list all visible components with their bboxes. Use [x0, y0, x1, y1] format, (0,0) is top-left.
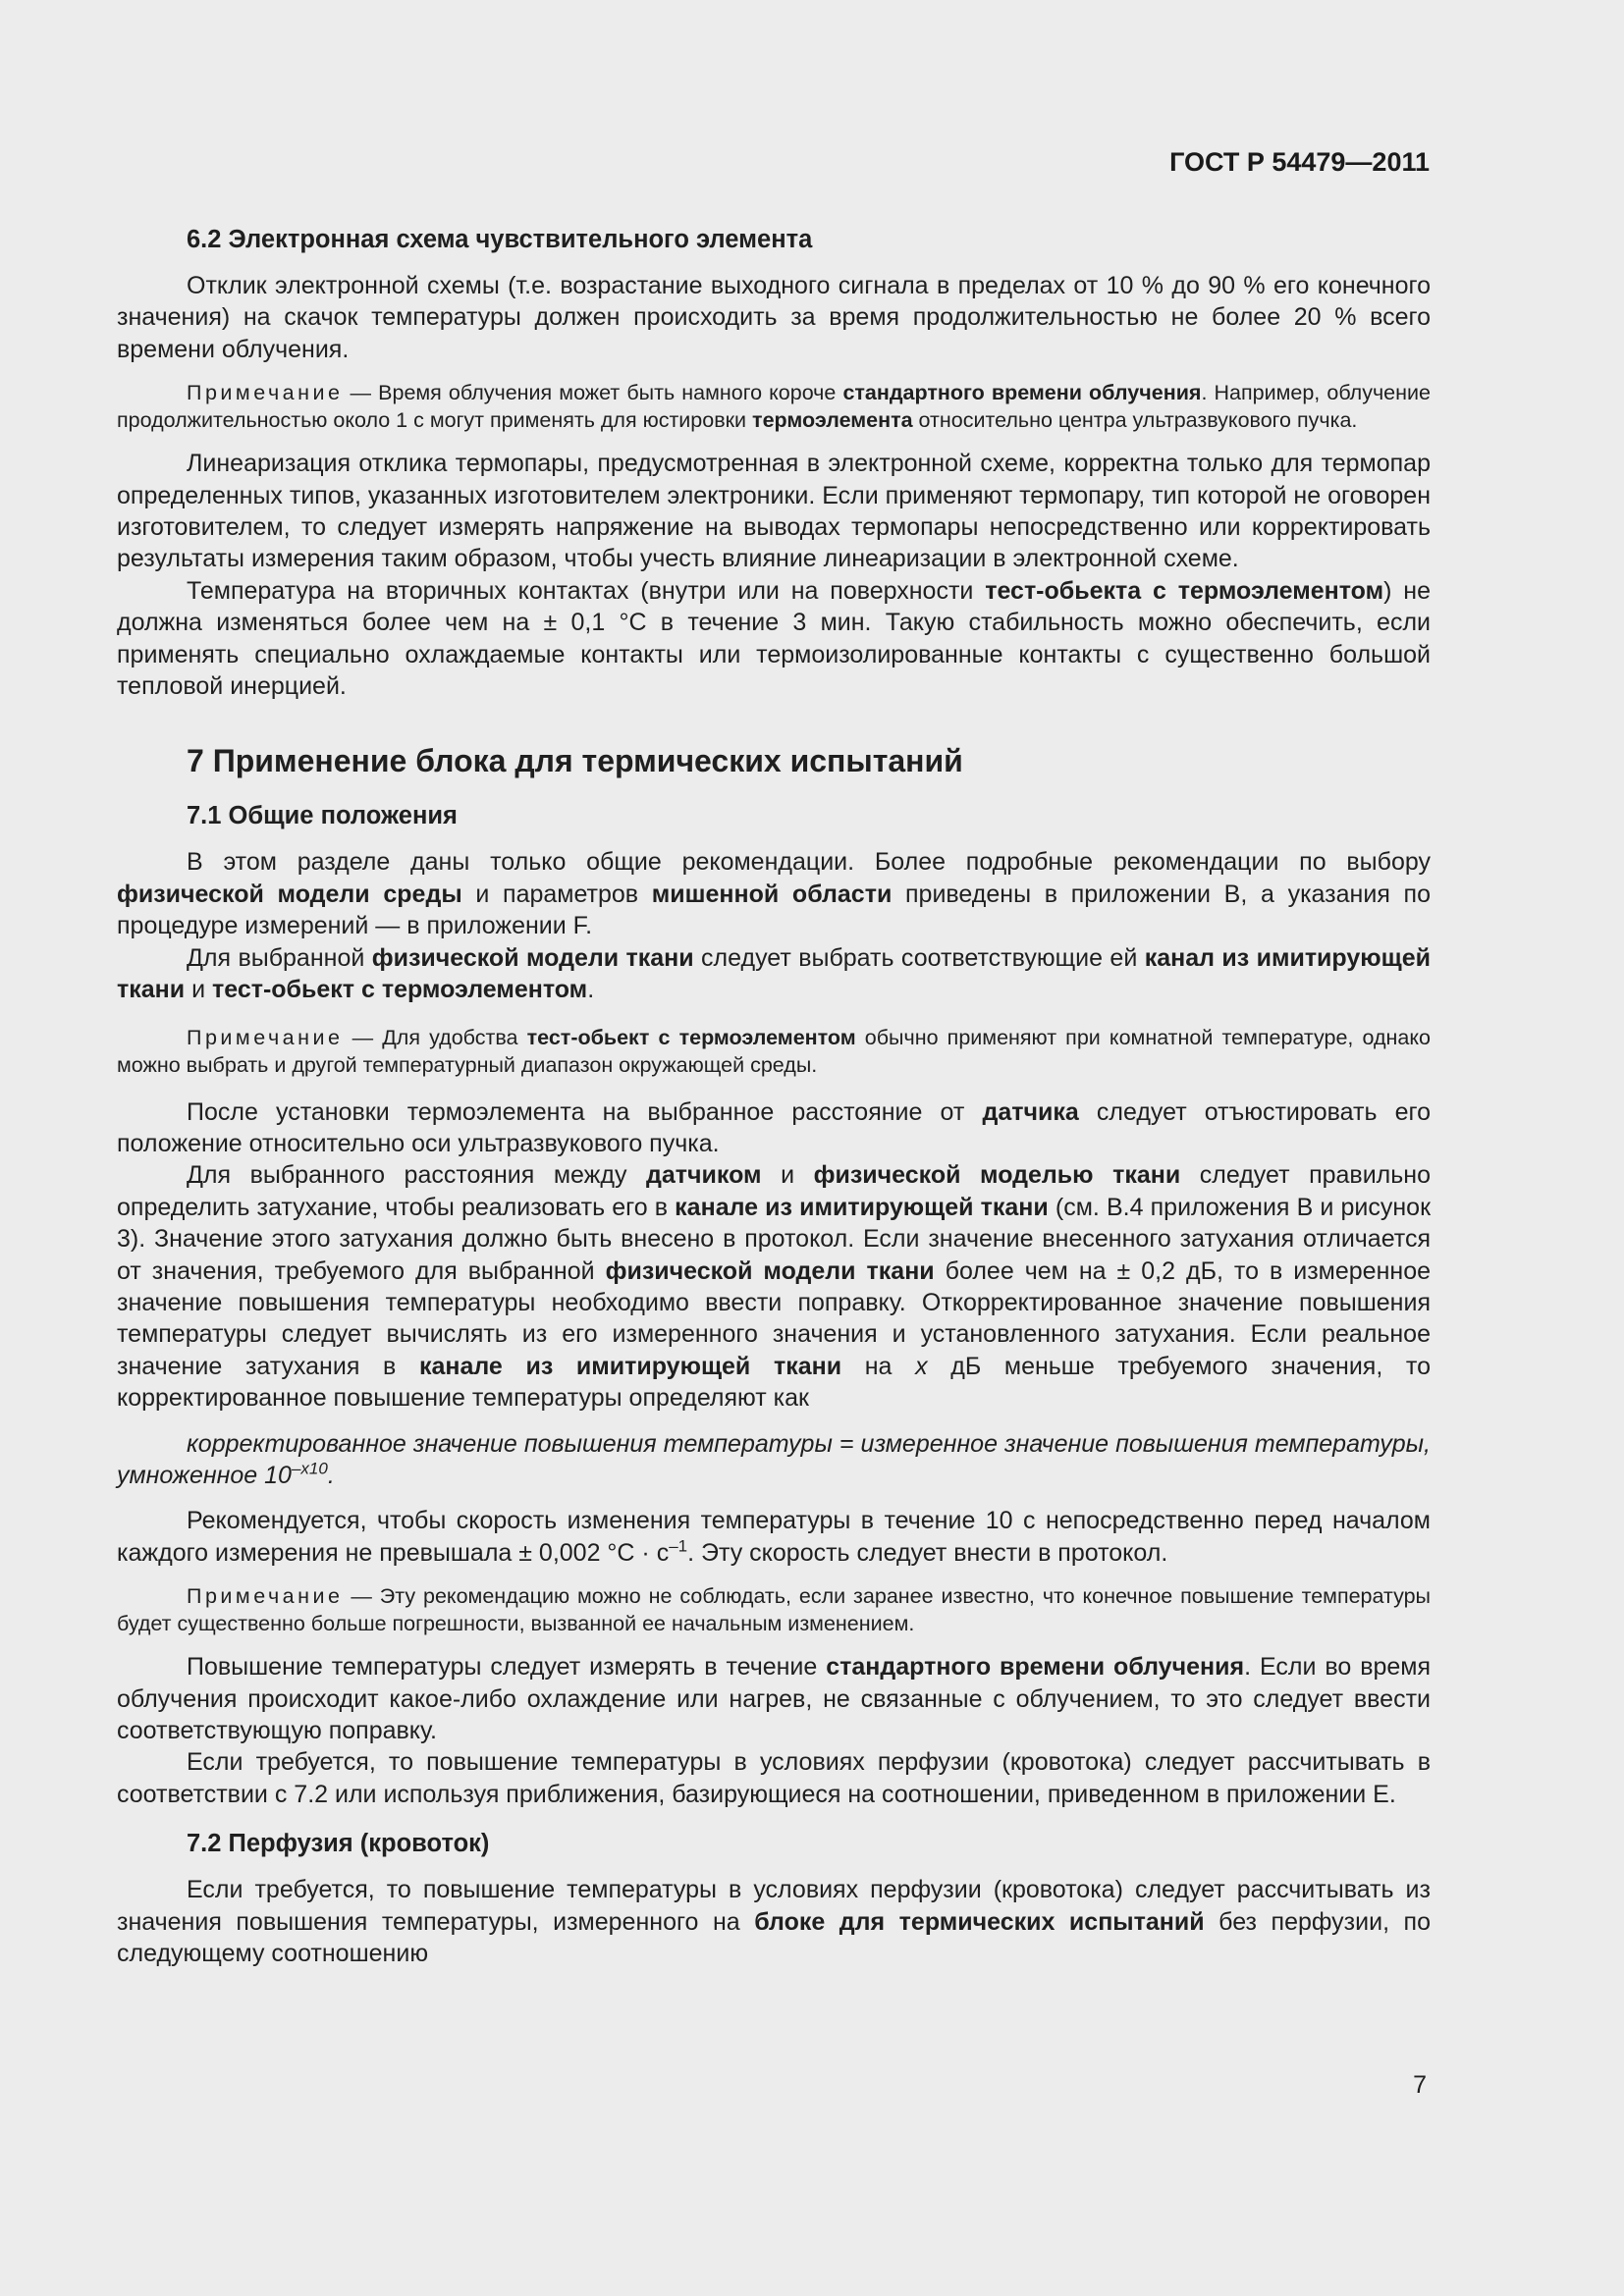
paragraph: Для выбранного расстояния между датчиком и физической моделью ткани следует правильно определить затухание, чтобы реализовать его в канале из имитирующей ткани (см. В.4 приложения В и рисунок 3). Значение этого затухания должно быть внесено в протокол. Если значение внесенного затухания отличается от значения, требуемого для выбранной физической модели ткани более чем на ± 0,2 дБ, то в измеренное значение повышения температуры необходимо ввести поправку. Откорректированное значение повышения температуры следует вычислять из его измеренного значения и установленного затухания. Если реальное значение затухания в канале из имитирующей ткани на x дБ меньше требуемого значения, то корректированное повышение температуры определяют как [117, 1161, 1432, 1413]
paragraph: Если требуется, то повышение температуры в условиях перфузии (кровотока) следует рассчитывать в соответствии с 7.2 или используя приближения, базирующиеся на соотношении, приведенном в приложении Е. [117, 1748, 1431, 1808]
note: Примечание — Для удобства тест-обьект с термоэлементом обычно применяют при комнатной температуре, однако можно выбрать и другой температурный диапазон окружающей среды. [117, 1025, 1431, 1077]
paragraph: В этом разделе даны только общие рекомендации. Более подробные рекомендации по выбору физической модели среды и параметров мишенной области приведены в приложении В, а указания по процедуре измерений — в приложении F. [117, 848, 1431, 940]
paragraph: Температура на вторичных контактах (внутри или на поверхности тест-обьекта с термоэлементом) не должна изменяться более чем на ± 0,1 °С в течение 3 мин. Такую стабильность можно обеспечить, если применять специально охлаждаемые контакты или термоизолированные контакты с существенно большой тепловой инерцией. [117, 576, 1431, 701]
section-7-title: 7 Применение блока для термических испытаний [187, 743, 963, 779]
note-label: Примечание [187, 1025, 344, 1049]
page-number: 7 [1413, 2071, 1427, 2099]
note: Примечание — Время облучения может быть намного короче стандартного времени облучения. Например, облучение продолжительностью около 1 с могут применять для юстировки термоэлемента относительно центра ультразвукового пучка. [117, 381, 1431, 433]
section-7-1-title: 7.1 Общие положения [187, 802, 458, 830]
paragraph: Если требуется, то повышение температуры в условиях перфузии (кровотока) следует рассчитывать из значения повышения температуры, измеренного на блоке для термических испытаний без перфузии, по следующему соотношению [117, 1876, 1431, 1968]
page-content [117, 224, 1431, 1969]
section-6-2-title: 6.2 Электронная схема чувствительного элемента [187, 226, 813, 253]
paragraph: Повышение температуры следует измерять в течение стандартного времени облучения. Если во время облучения происходит какое-либо охлаждение или нагрев, не связанные с облучением, то это следует ввести соответствующую поправку. [117, 1653, 1432, 1744]
document-code: ГОСТ Р 54479—2011 [1169, 147, 1430, 177]
paragraph: Отклик электронной схемы (т.е. возрастание выходного сигнала в пределах от 10 % до 90 % его конечного значения) на скачок температуры должен происходить за время продолжительностью не более 20 % всего времени облучения. [117, 272, 1431, 363]
note-label: Примечание [187, 1584, 344, 1609]
paragraph: Для выбранной физической модели ткани следует выбрать соответствующие ей канал из имитирующей ткани и тест-обьект с термоэлементом. [117, 943, 1431, 1004]
paragraph: Рекомендуется, чтобы скорость изменения температуры в течение 10 с непосредственно перед началом каждого измерения не превышала ± 0,002 $^\circ С \cdot с^{-1}$. Эту скорость следует внести в протокол. [117, 1507, 1431, 1567]
paragraph: После установки термоэлемента на выбранное расстояние от датчика следует отъюстировать его положение относительно оси ультразвукового пучка. [117, 1097, 1431, 1157]
section-7-2-title: 7.2 Перфузия (кровоток) [187, 1830, 490, 1858]
paragraph: Линеаризация отклика термопары, предусмотренная в электронной схеме, корректна только для термопар определенных типов, указанных изготовителем электроники. Если применяют термопару, тип которой не оговорен изготовителем, то следует измерять напряжение на выводах термопары непосредственно или корректировать результаты измерения таким образом, чтобы учесть влияние линеаризации в электронной схеме. [117, 450, 1431, 573]
note-label: Примечание [187, 381, 344, 405]
formula: корректированное значение повышения температуры = измеренное значение повышения температуры, умноженное $10^{-x10}$. [117, 1429, 1431, 1489]
note: Примечание — Эту рекомендацию можно не соблюдать, если заранее известно, что конечное повышение температуры будет существенно больше погрешности, вызванной ее начальным изменением. [117, 1584, 1431, 1636]
